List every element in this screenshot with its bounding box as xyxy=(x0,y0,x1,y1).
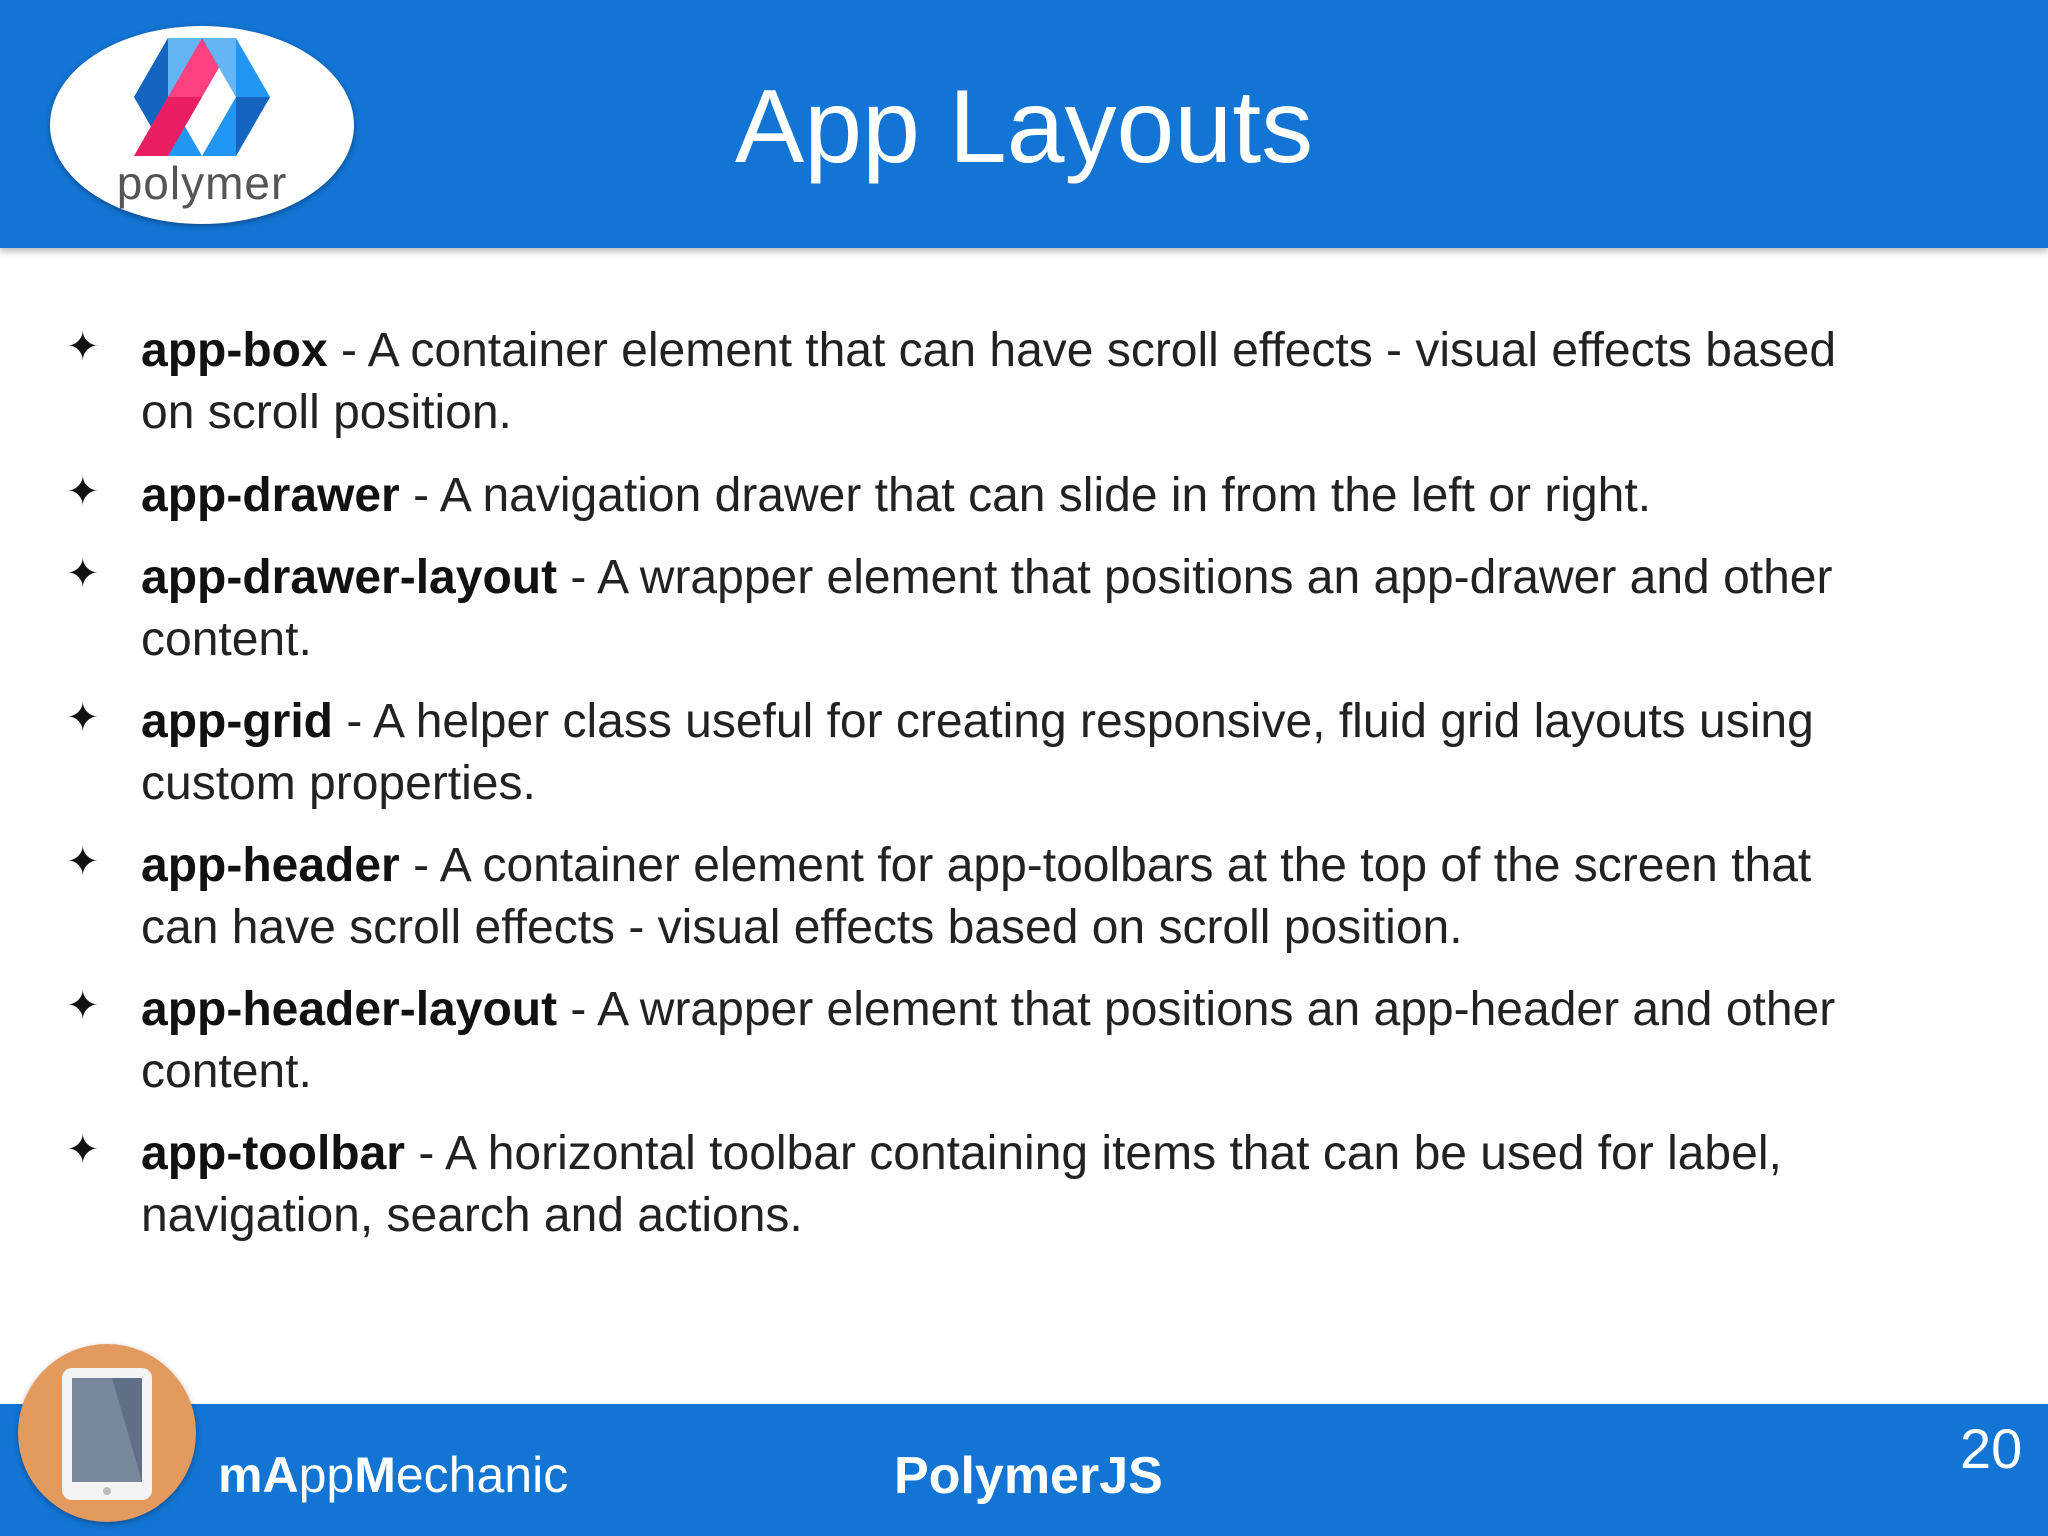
polymer-logo-icon xyxy=(106,38,298,156)
slide-header xyxy=(0,0,2048,248)
page-title: App Layouts xyxy=(734,69,1314,185)
item-description: - A container element that can have scroll effects - visual effects based on scroll position. xyxy=(141,324,1837,439)
tablet-icon xyxy=(18,1344,196,1522)
item-description: - A navigation drawer that can slide in from the left or right. xyxy=(399,469,1652,522)
item-term: app-header-layout xyxy=(141,983,558,1036)
item-term: app-toolbar xyxy=(141,1127,405,1180)
item-description: - A wrapper element that positions an app-header and other content. xyxy=(141,983,1836,1098)
item-description: - A wrapper element that positions an app-drawer and other content. xyxy=(141,551,1833,666)
bullet-star-icon: ✦ xyxy=(66,984,100,1028)
bullet-star-icon: ✦ xyxy=(66,470,100,514)
bullet-star-icon: ✦ xyxy=(66,325,100,369)
tablet-graphic xyxy=(18,1344,196,1522)
item-term: app-header xyxy=(141,839,400,892)
item-term: app-drawer-layout xyxy=(141,551,558,604)
logo-text: polymer xyxy=(116,157,288,209)
bullet-star-icon: ✦ xyxy=(66,552,100,596)
bullet-star-icon: ✦ xyxy=(66,696,100,740)
item-term: app-drawer xyxy=(141,469,400,522)
item-description: - A horizontal toolbar containing items that can be used for label, navigation, search and actions. xyxy=(141,1127,1782,1242)
polymer-logo xyxy=(50,26,354,224)
item-description: - A helper class useful for creating responsive, fluid grid layouts using custom properties. xyxy=(141,695,1814,810)
bullet-star-icon: ✦ xyxy=(66,840,100,884)
item-description: - A container element for app-toolbars at the top of the screen that can have scroll effects - visual effects based on scroll position. xyxy=(141,839,1812,954)
course-title: PolymerJS xyxy=(894,1447,1163,1505)
bullet-star-icon: ✦ xyxy=(66,1128,100,1172)
brand-name: mAppMechanic xyxy=(218,1447,569,1503)
page-number: 20 xyxy=(1960,1417,2023,1480)
item-term: app-box xyxy=(141,324,328,377)
item-term: app-grid xyxy=(141,695,333,748)
